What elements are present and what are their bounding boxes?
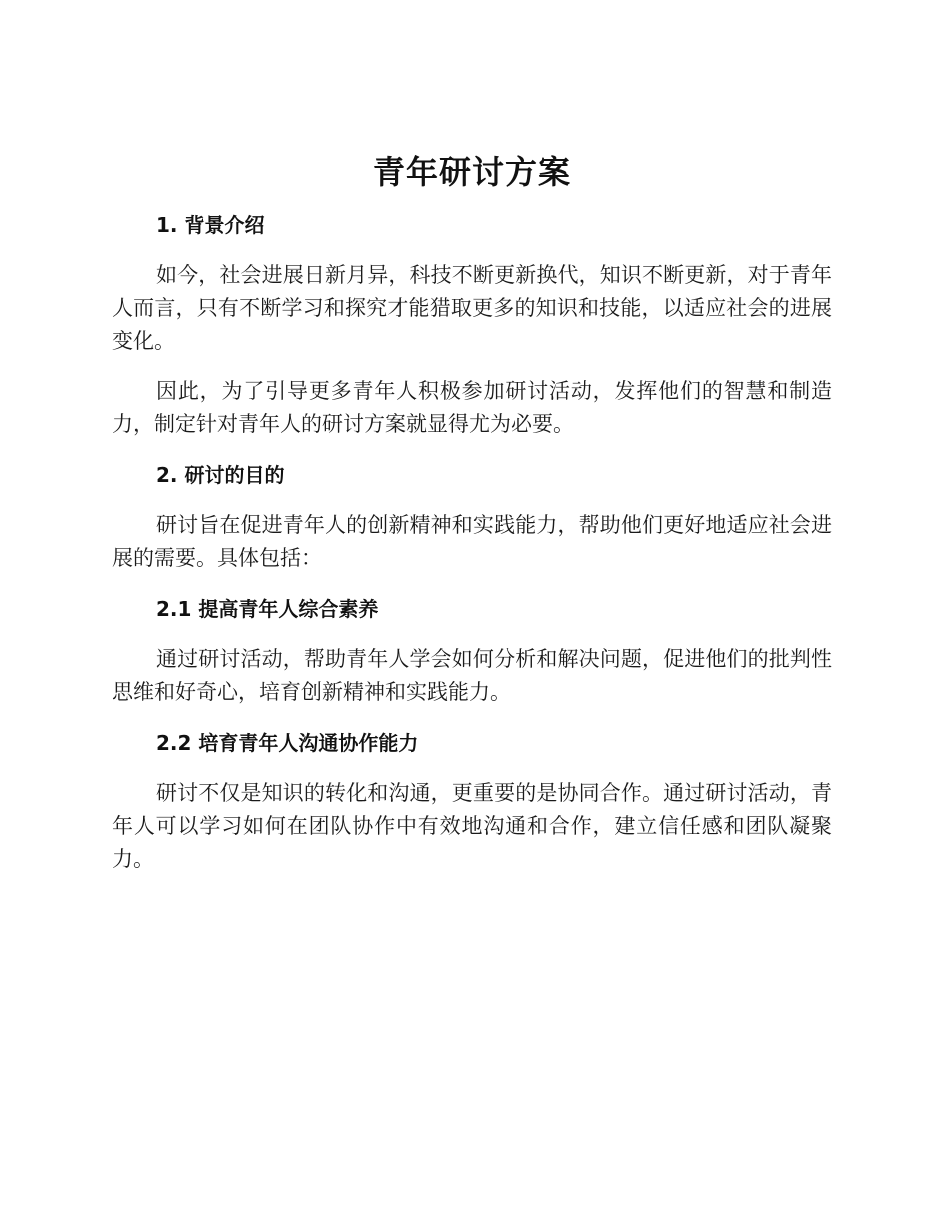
section-heading: 1. 背景介绍 bbox=[156, 213, 265, 237]
section-collaboration bbox=[112, 726, 832, 876]
paragraph: 如今，社会进展日新月异，科技不断更新换代，知识不断更新，对于青年人而言，只有不断学习和探究才能猎取更多的知识和技能，以适应社会的进展变化。 bbox=[112, 263, 832, 353]
paragraph: 通过研讨活动，帮助青年人学会如何分析和解决问题，促进他们的批判性思维和好奇心，培育创新精神和实践能力。 bbox=[112, 647, 832, 704]
paragraph: 研讨不仅是知识的转化和沟通，更重要的是协同合作。通过研讨活动，青年人可以学习如何在团队协作中有效地沟通和合作，建立信任感和团队凝聚力。 bbox=[112, 781, 832, 871]
section-literacy bbox=[112, 592, 832, 709]
document-title: 青年研讨方案 bbox=[372, 153, 571, 191]
subsection-heading: 2.1 提高青年人综合素养 bbox=[156, 597, 379, 621]
section-heading: 2. 研讨的目的 bbox=[156, 463, 285, 487]
paragraph: 因此，为了引导更多青年人积极参加研讨活动，发挥他们的智慧和制造力，制定针对青年人的研讨方案就显得尤为必要。 bbox=[112, 379, 832, 436]
subsection-heading: 2.2 培育青年人沟通协作能力 bbox=[156, 731, 419, 755]
section-background bbox=[112, 208, 832, 441]
paragraph: 研讨旨在促进青年人的创新精神和实践能力，帮助他们更好地适应社会进展的需要。具体包括： bbox=[112, 513, 832, 570]
document-body bbox=[112, 150, 832, 893]
section-purpose bbox=[112, 458, 832, 575]
